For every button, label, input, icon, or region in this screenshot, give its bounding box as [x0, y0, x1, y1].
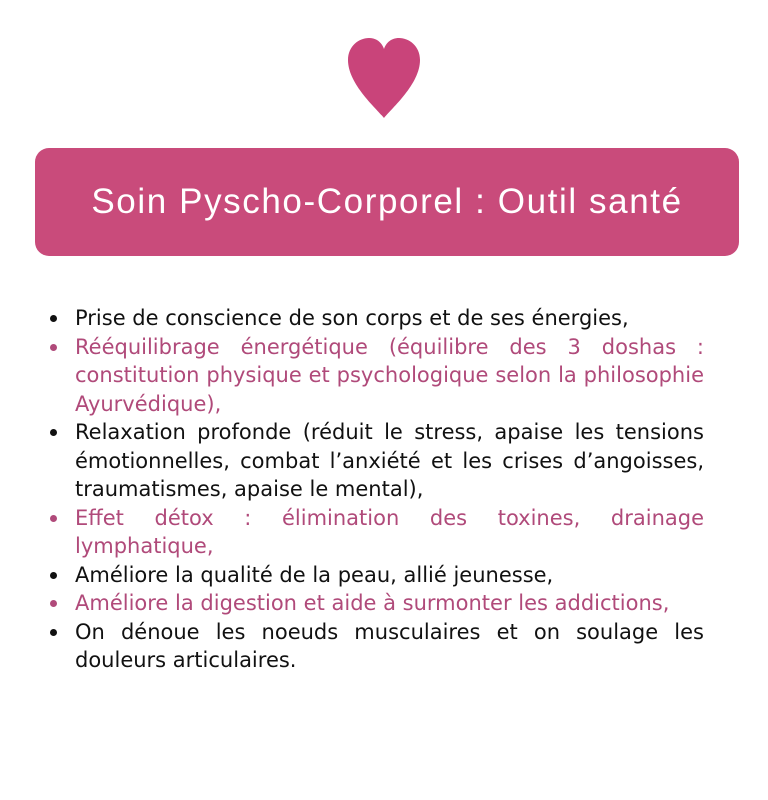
- list-item-text: Prise de conscience de son corps et de ses énergies,: [75, 306, 629, 330]
- list-item-text: Améliore la digestion et aide à surmonter les addictions,: [75, 591, 670, 615]
- list-item: [38, 561, 704, 590]
- bullet: [50, 515, 57, 522]
- list-item: [38, 304, 704, 333]
- page-title: Soin Pyscho-Corporel : Outil santé: [91, 182, 683, 221]
- bullet: [50, 600, 57, 607]
- list-item-text: On dénoue les noeuds musculaires et on soulage les douleurs articulaires.: [75, 619, 704, 672]
- bullet: [50, 315, 57, 322]
- heart-shape: [348, 38, 420, 118]
- list-item: [38, 418, 704, 504]
- benefits-list: [38, 304, 704, 675]
- list-item: [38, 333, 704, 419]
- bullet: [50, 629, 57, 636]
- bullet: [50, 429, 57, 436]
- list-item-text: Effet détox : élimination des toxines, drainage lymphatique,: [75, 505, 704, 558]
- list-item: [38, 589, 704, 618]
- heart-icon: [346, 38, 422, 120]
- list-item: [38, 618, 704, 675]
- list-item-text: Améliore la qualité de la peau, allié jeunesse,: [75, 562, 554, 587]
- bullet: [50, 572, 57, 579]
- list-item-text: Relaxation profonde (réduit le stress, apaise les tensions émotionnelles, combat l’anxiété et les crises d’angoisses, traumatismes, apaise le mental),: [75, 420, 704, 501]
- list-item-text: Rééquilibrage énergétique (équilibre des 3 doshas : constitution physique et psychologique selon la philosophie Ayurvédique),: [75, 334, 704, 416]
- title-banner: [35, 148, 739, 256]
- bullet: [50, 344, 57, 351]
- list-item: [38, 504, 704, 561]
